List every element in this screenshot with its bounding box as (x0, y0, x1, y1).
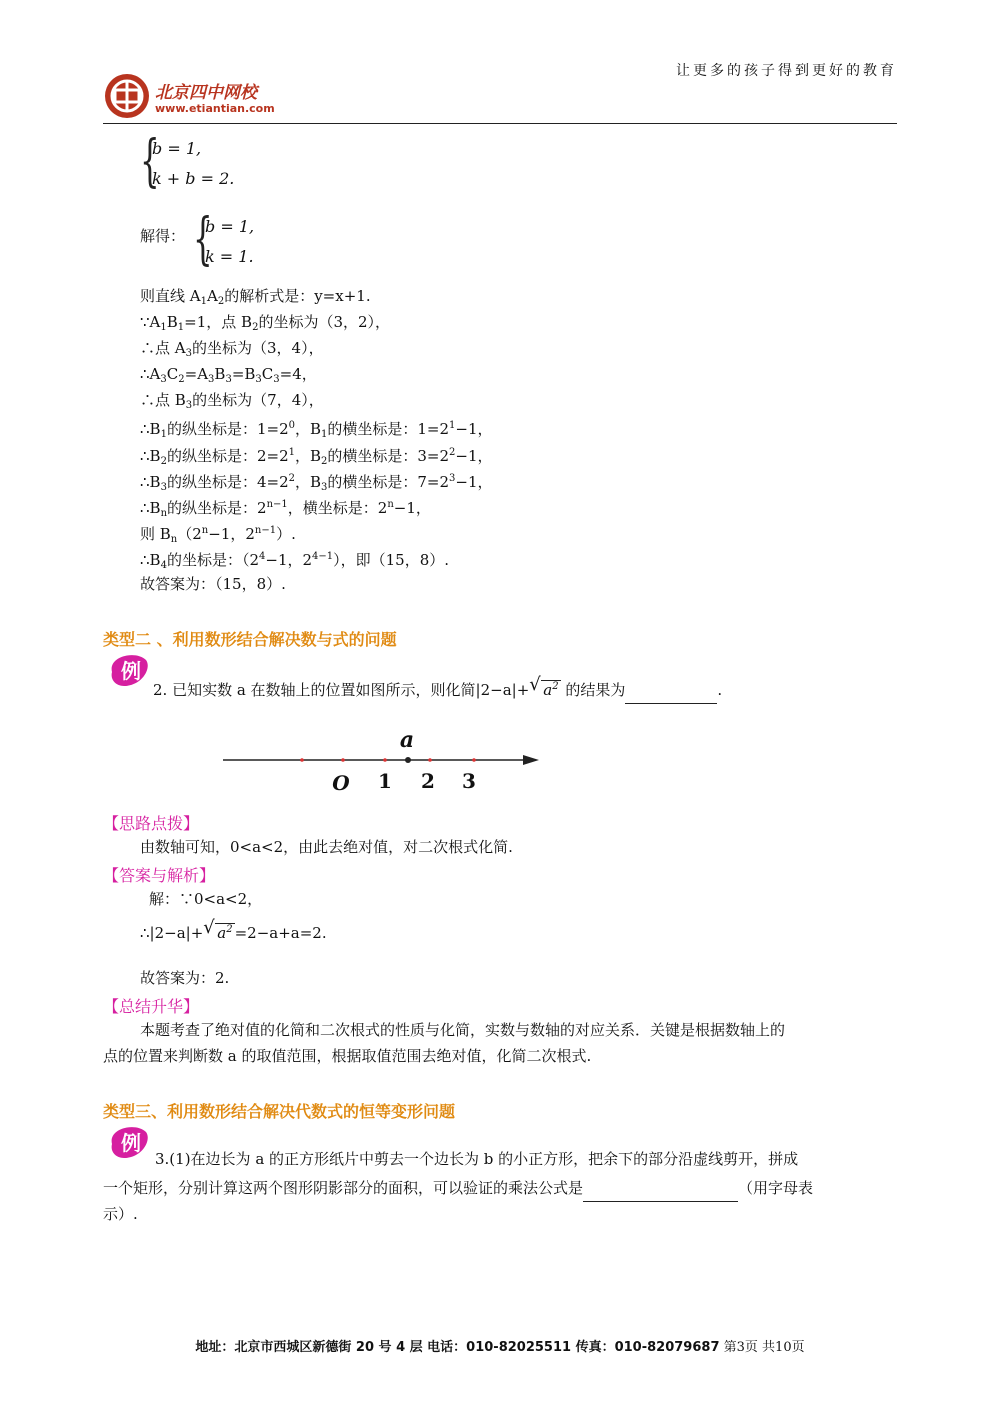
left-brace-1: { (140, 129, 160, 194)
answer-blank-2 (625, 683, 717, 704)
school-emblem-icon (103, 72, 151, 120)
section-3-title: 类型三、利用数形结合解决代数式的恒等变形问题 (103, 1102, 456, 1121)
system1-eq1: b = 1, (152, 139, 202, 158)
example-badge-icon: 例 (106, 650, 152, 690)
logo-name: 北京四中网校 (155, 83, 257, 103)
footer-page-number: 第3页 共10页 (723, 1340, 805, 1355)
summary-line-1: 本题考查了绝对值的化简和二次根式的性质与化简，实数与数轴的对应关系．关键是根据数轴上的 (140, 1021, 786, 1039)
derivation-line-8: $\therefore B_3$的纵坐标是：$4=2^2$，$B_3$的横坐标是：$7=2^3-1$， (140, 473, 493, 493)
derivation-line-3: ∴点 $A_3$的坐标为（3，4）， (140, 339, 324, 359)
logo-url: www.etiantian.com (155, 102, 275, 115)
numberline-label-2: 2 (421, 769, 435, 793)
question-3-line-1: 3.(1)在边长为 a 的正方形纸片中剪去一个边长为 b 的小正方形，把余下的部分沿虚线剪开，拼成 (155, 1150, 799, 1168)
answer-label: 【答案与解析】 (103, 866, 216, 885)
footer-address: 地址：北京市西城区新德街 20 号 4 层 电话：010-82025511 传真：010-82079687 (195, 1340, 720, 1355)
question-3-line-2: 一个矩形，分别计算这两个图形阴影部分的面积，可以验证的乘法公式是 （用字母表 (103, 1178, 813, 1202)
derivation-line-6: $\therefore B_1$的纵坐标是：$1=2^0$，$B_1$的横坐标是：$1=2^1-1$， (140, 420, 493, 440)
sqrt-expression: √ $a^2$ (529, 674, 559, 699)
derivation-line-10: 则 $B_n(2^n-1$，$2^{n-1}$）. (140, 525, 296, 545)
summary-line-2: 点的位置来判断数 a 的取值范围，根据取值范围去绝对值，化简二次根式. (103, 1047, 592, 1065)
numberline-tick-3 (472, 758, 476, 762)
numberline-point-label: a (399, 727, 415, 753)
header-divider (103, 123, 897, 124)
answer-blank-3 (583, 1181, 738, 1202)
logo (103, 72, 303, 122)
answer-line-3: 故答案为：2. (140, 969, 230, 987)
numberline-tick-neg1 (300, 758, 304, 762)
numberline-label-o: O (332, 771, 350, 795)
question-3-line-3: 示）. (103, 1205, 138, 1223)
numberline-tick-1 (383, 758, 387, 762)
numberline-label-3: 3 (462, 769, 476, 793)
derivation-line-9: $\therefore B_n$的纵坐标是：$2^{n-1}$，横坐标是：$2^n-1$， (140, 499, 431, 519)
derivation-line-5: ∴点 $B_3$的坐标为（7，4）， (140, 391, 324, 411)
derivation-line-1: 则直线 $A_1A_2$的解析式是：y=x+1. (140, 287, 371, 307)
system2-eq2: k = 1. (205, 247, 254, 266)
hint-label: 【思路点拨】 (103, 814, 200, 833)
numberline-tick-0 (341, 758, 345, 762)
derivation-line-7: $\therefore B_2$的纵坐标是：$2=2^1$，$B_2$的横坐标是：$3=2^2-1$， (140, 447, 493, 467)
example-badge-icon: 例 (106, 1122, 152, 1162)
left-brace-2: { (193, 207, 213, 272)
hint-text: 由数轴可知，0<a<2，由此去绝对值，对二次根式化简. (140, 838, 513, 856)
solve-label: 解得： (140, 227, 186, 245)
derivation-line-12: 故答案为：（15，8）. (140, 575, 286, 593)
summary-label: 【总结升华】 (103, 997, 200, 1016)
system1-eq2: k + b = 2. (152, 169, 235, 188)
sqrt-expression-answer: √ $a^2$ (203, 917, 233, 942)
derivation-line-4: $\therefore A_3C_2=A_3B_3=B_3C_3=4$， (140, 365, 317, 385)
number-line (215, 725, 555, 800)
derivation-line-2: $\because A_1B_1=1$，点 $B_2$的坐标为（3，2）， (140, 313, 391, 333)
answer-line-1: 解：∵0<a<2， (149, 890, 263, 908)
numberline-point-a (405, 757, 411, 763)
system2-eq1: b = 1, (205, 217, 255, 236)
page-footer (0, 1336, 1000, 1355)
numberline-tick-2 (428, 758, 432, 762)
numberline-label-1: 1 (378, 769, 392, 793)
answer-line-2: ∴|2−a|+ √ $a^2 =2-a+a=2$. (140, 917, 327, 942)
slogan: 让更多的孩子得到更好的教育 (676, 63, 897, 79)
section-2-title: 类型二 、利用数形结合解决数与式的问题 (103, 630, 397, 649)
derivation-line-11: $\therefore B_4$的坐标是：（$2^4-1$，$2^{4-1}$），即（15，8）. (140, 551, 450, 571)
question-2: 2. 已知实数 a 在数轴上的位置如图所示，则化简|2−a|+ √ $a^2$ 的结果为 . (153, 677, 722, 704)
